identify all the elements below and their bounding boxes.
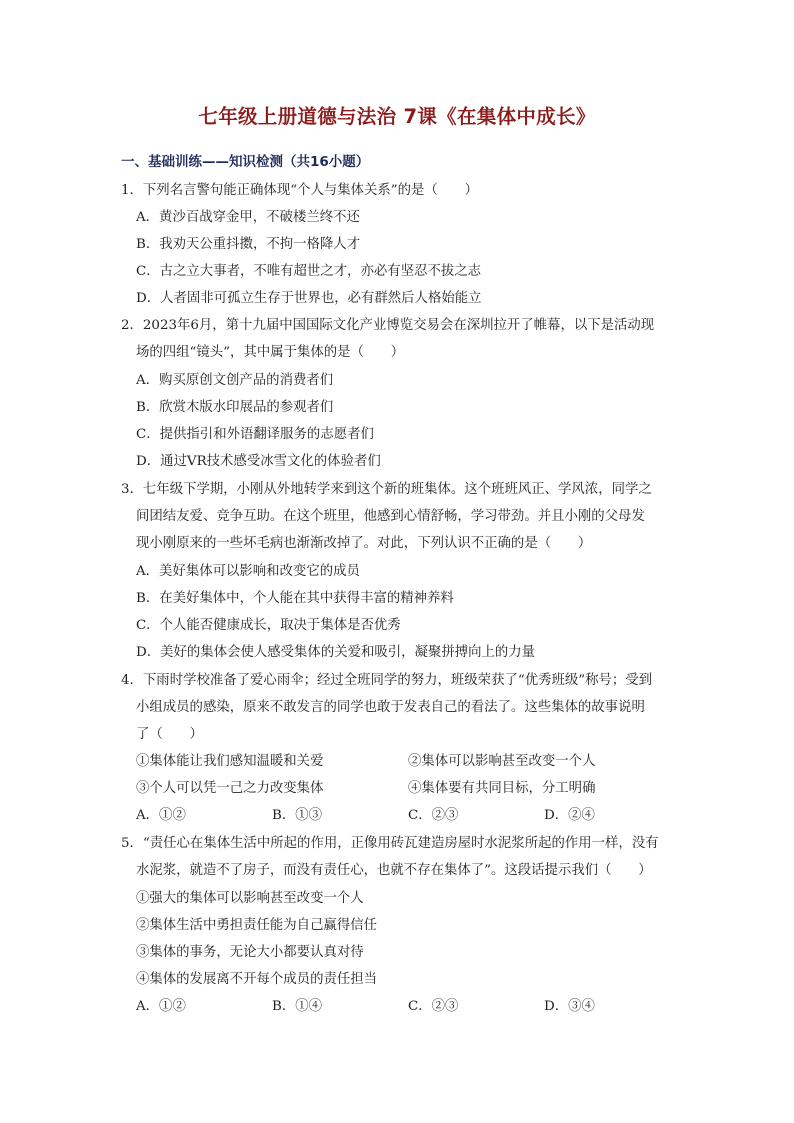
question-3-option-a: A．美好集体可以影响和改变它的成员 [136,564,360,579]
question-4-choice-a: A．①② [136,808,186,823]
question-4-choice-c: C．②③ [408,808,459,823]
section-heading: 一、基础训练——知识检测（共16小题） [121,154,370,170]
question-1-option-d: D．人者固非可孤立生存于世界也，必有群然后人格始能立 [136,291,482,306]
question-2-option-c: C．提供指引和外语翻译服务的志愿者们 [136,427,374,442]
question-3-option-b: B．在美好集体中，个人能在其中获得丰富的精神养料 [136,591,454,606]
question-2-option-a: A．购买原创文创产品的消费者们 [136,373,334,388]
question-4-statement-1: ①集体能让我们感知温暖和关爱 [136,754,324,769]
question-5-statement-3: ③集体的事务，无论大小都要认真对待 [136,945,364,960]
question-4-choice-d: D．②④ [544,808,595,823]
question-3-stem-line-3: 现小刚原来的一些坏毛病也渐渐改掉了。对此，下列认识不正确的是（ ） [136,536,592,551]
question-4-stem-line-3: 了（ ） [136,727,203,742]
question-5-choice-a: A．①② [136,999,186,1014]
question-3-option-c: C．个人能否健康成长，取决于集体是否优秀 [136,618,401,633]
question-1-option-b: B．我劝天公重抖擞，不拘一格降人才 [136,237,361,252]
question-4-choice-b: B．①③ [272,808,323,823]
question-3-stem-line-2: 间团结友爱、竞争互助。在这个班里，他感到心情舒畅，学习带劲。并且小刚的父母发 [136,509,645,524]
question-5-choice-d: D．③④ [544,999,595,1014]
question-1-option-a: A．黄沙百战穿金甲，不破楼兰终不还 [136,210,360,225]
page-title: 七年级上册道德与法治 7课《在集体中成长》 [198,105,596,128]
question-2-stem-line-2: 场的四组“镜头”，其中属于集体的是（ ） [136,345,405,360]
question-5-stem-line-2: 水泥浆，就造不了房子，而没有责任心，也就不存在集体了”。这段话提示我们（ ） [136,863,652,878]
question-4-stem-line-2: 小组成员的感染，原来不敢发言的同学也敢于发表自己的看法了。这些集体的故事说明 [136,700,645,715]
question-2-stem-line-1: 2．2023年6月，第十九届中国国际文化产业博览交易会在深圳拉开了帷幕，以下是活动现 [121,318,655,333]
question-5-choice-c: C．②③ [408,999,459,1014]
question-5-statement-1: ①强大的集体可以影响甚至改变一个人 [136,891,364,906]
question-2-option-b: B．欣赏木版水印展品的参观者们 [136,400,334,415]
question-5-statement-2: ②集体生活中勇担责任能为自己赢得信任 [136,918,378,933]
question-5-choice-b: B．①④ [272,999,323,1014]
question-4-statement-3: ③个人可以凭一己之力改变集体 [136,781,324,796]
question-3-option-d: D．美好的集体会使人感受集体的关爱和吸引，凝聚拼搏向上的力量 [136,645,536,660]
question-3-stem-line-1: 3．七年级下学期，小刚从外地转学来到这个新的班集体。这个班班风正、学风浓，同学之 [121,482,652,497]
question-1-option-c: C．古之立大事者，不唯有超世之才，亦必有坚忍不拔之志 [136,264,482,279]
question-5-statement-4: ④集体的发展离不开每个成员的责任担当 [136,972,378,987]
question-1-stem: 1．下列名言警句能正确体现“个人与集体关系”的是（ ） [121,183,478,198]
question-4-stem-line-1: 4．下雨时学校准备了爱心雨伞；经过全班同学的努力，班级荣获了“优秀班级”称号；受到 [121,673,653,688]
question-2-option-d: D．通过VR技术感受冰雪文化的体验者们 [136,454,381,469]
question-4-statement-4: ④集体要有共同目标，分工明确 [408,781,596,796]
question-4-statement-2: ②集体可以影响甚至改变一个人 [408,754,596,769]
question-5-stem-line-1: 5．“责任心在集体生活中所起的作用，正像用砖瓦建造房屋时水泥浆所起的作用一样，没有 [121,836,659,851]
